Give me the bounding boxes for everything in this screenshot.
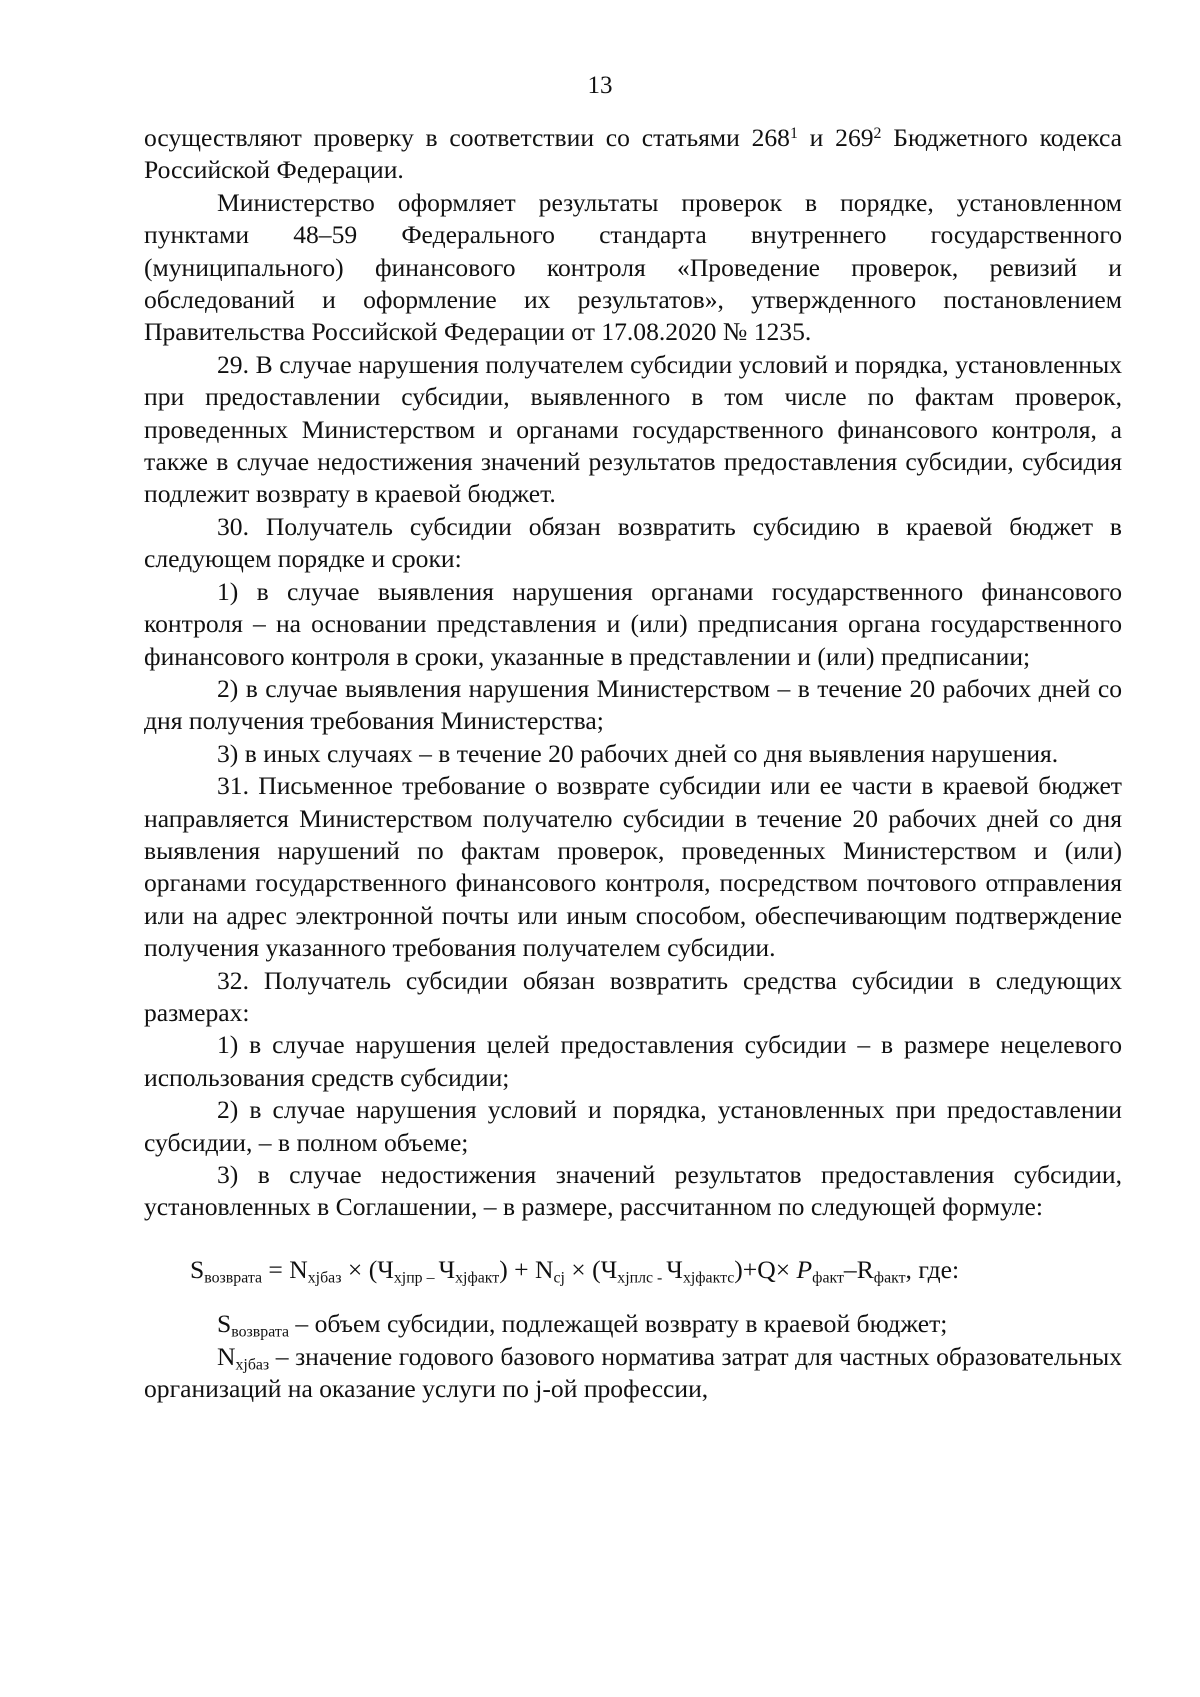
superscript: 2 — [873, 125, 882, 143]
paragraph-31: 31. Письменное требование о возврате субсидии или ее части в краевой бюджет направляется Министерством получателю субсидии в течение 20 рабочих дней со дня выявления нарушений по фактам проверок, проведенных Министерством и (или) органами государственного финансового контроля, посредством почтового отправления или на адрес электронной почты или иным способом, обеспечивающим подтверждение получения указанного требования получателем субсидии. — [144, 771, 1122, 963]
paragraph-32-item-2: 2) в случае нарушения условий и порядка, установленных при предоставлении субсидии, – в полном объеме; — [144, 1095, 1122, 1157]
paragraph-32-item-1: 1) в случае нарушения целей предоставления субсидии – в размере нецелевого использования средств субсидии; — [144, 1030, 1122, 1092]
text-fragment: и 269 — [797, 123, 874, 152]
definition-s-return: $S_{возврата}$ – объем субсидии, подлежащей возврату в краевой бюджет; — [217, 1309, 948, 1341]
paragraph-30: 30. Получатель субсидии обязан возвратить субсидию в краевой бюджет в следующем порядке и сроки: — [144, 511, 1122, 574]
formula: $S_{возврата} = N_{xjбаз} \times (Ч_{xjпр -}$ $Ч_{xjфакт}) + N_{cj} \times (Ч_{xjплс -}$ $Ч_{xjфактс})+Q\times Р_{факт}-R_{факт}$, где: — [190, 1254, 960, 1287]
paragraph-30-item-3: 3) в иных случаях – в течение 20 рабочих дней со дня выявления нарушения. — [217, 738, 1059, 768]
definition-n-base: $N_{xjбаз}$ – значение годового базового норматива затрат для частных образовательных организаций на оказание услуги по j-ой профессии, — [144, 1341, 1122, 1404]
superscript: 1 — [789, 125, 798, 143]
page-number: 13 — [587, 72, 613, 99]
document-body — [144, 122, 1122, 1405]
paragraph-32-item-3: 3) в случае недостижения значений результатов предоставления субсидии, установленных в Соглашении, – в размере, рассчитанном по следующей формуле: — [144, 1160, 1122, 1222]
paragraph-30-item-2: 2) в случае выявления нарушения Министерством – в течение 20 рабочих дней со дня получения требования Министерства; — [144, 673, 1122, 736]
text-fragment: Бюджетного кодекса Российской Федерации. — [144, 123, 1123, 185]
text-fragment: осуществляют проверку в соответствии со статьями 268 — [144, 123, 790, 152]
paragraph-continuation — [144, 122, 1122, 187]
paragraph-29: 29. В случае нарушения получателем субсидии условий и порядка, установленных при предоставлении субсидии, выявленного в том числе по фактам проверок, проведенных Министерством и органами государственного финансового контроля, а также в случае недостижения значений результатов предоставления субсидии, субсидия подлежит возврату в краевой бюджет. — [144, 349, 1122, 509]
paragraph-30-item-1: 1) в случае выявления нарушения органами государственного финансового контроля – на основании представления и (или) предписания органа государственного финансового контроля в сроки, указанные в представлении и (или) предписании; — [144, 576, 1122, 671]
paragraph-ministry-checks: Министерство оформляет результаты проверок в порядке, установленном пунктами 48–59 Федерального стандарта внутреннего государственного (муниципального) финансового контроля «Проведение проверок, ревизий и обследований и оформление их результатов», утвержденного постановлением Правительства Российской Федерации от 17.08.2020 № 1235. — [144, 187, 1122, 347]
paragraph-32: 32. Получатель субсидии обязан возвратить средства субсидии в следующих размерах: — [144, 965, 1122, 1027]
